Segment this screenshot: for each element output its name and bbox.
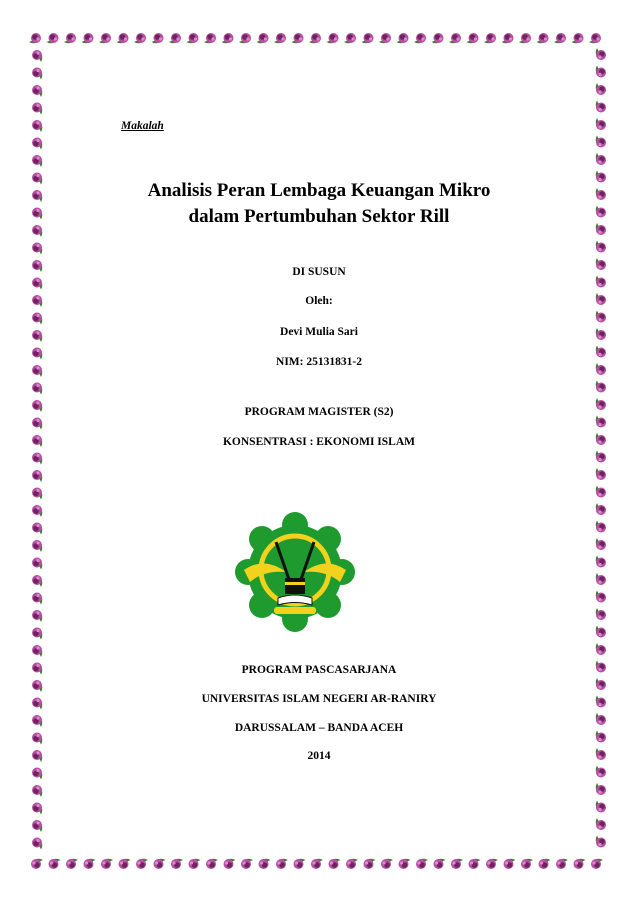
- document-label: Makalah: [121, 120, 164, 132]
- document-title-line-1: Analisis Peran Lembaga Keuangan Mikro: [147, 180, 491, 201]
- oleh-label: Oleh:: [305, 295, 333, 307]
- document-title-line-2: dalam Pertumbuhan Sektor Rill: [188, 206, 450, 227]
- university-name: UNIVERSITAS ISLAM NEGERI AR-RANIRY: [201, 693, 437, 705]
- concentration-label: KONSENTRASI : EKONOMI ISLAM: [222, 436, 415, 448]
- student-id: NIM: 25131831-2: [276, 356, 362, 368]
- university-emblem-icon: [234, 512, 356, 632]
- pascasarjana-label: PROGRAM PASCASARJANA: [241, 664, 397, 676]
- author-name: Devi Mulia Sari: [280, 326, 358, 338]
- disusun-label: DI SUSUN: [292, 266, 346, 278]
- program-label: PROGRAM MAGISTER (S2): [244, 406, 394, 418]
- location-label: DARUSSALAM – BANDA ACEH: [234, 722, 404, 734]
- rose-flower-icon: [29, 33, 606, 869]
- year-label: 2014: [307, 750, 331, 762]
